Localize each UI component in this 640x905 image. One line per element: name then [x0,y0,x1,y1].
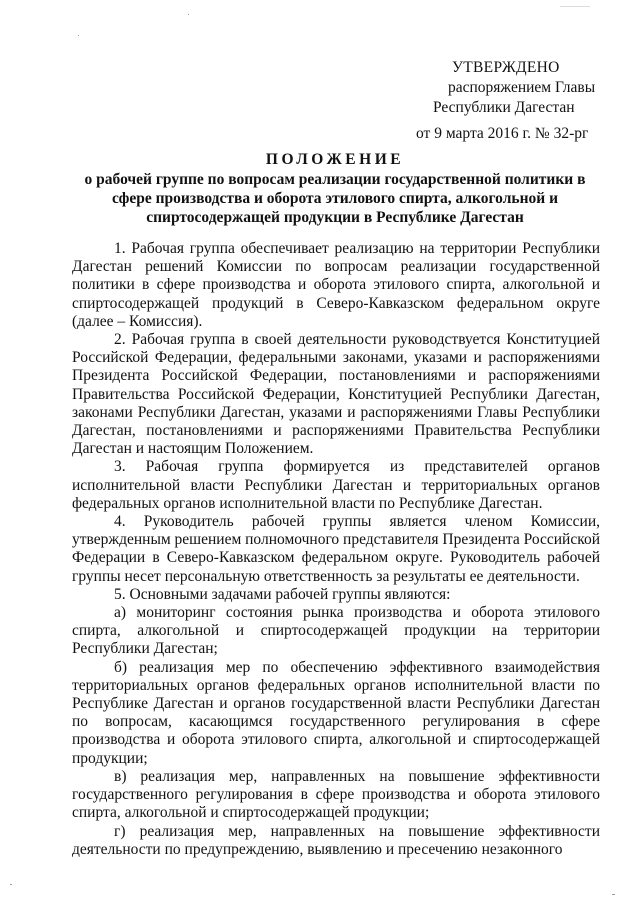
approval-title: УТВЕРЖДЕНО [452,59,560,76]
approval-region: Республики Дагестан [433,99,575,116]
approval-stamp [400,58,620,144]
paragraph-5a: а) мониторинг состояния рынка производства и оборота этилового спирта, алкогольной и спиртосодержащей продукции на территории Республики Дагестан; [72,604,600,658]
document-subtitle: о рабочей группе по вопросам реализации государственной политики в сфере производства и оборота этилового спирта, алкогольной и спиртосодержащей продукции в Республике Дагестан [84,171,586,226]
document-body [72,240,600,859]
document-title: ПОЛОЖЕНИЕ [265,151,405,168]
paragraph-5d: г) реализация мер, направленных на повышение эффективности деятельности по предупреждению, выявлению и пресечению незаконного [72,822,600,858]
paragraph-4: 4. Руководитель рабочей группы является членом Комиссии, утвержденным решением полномочного представителя Президента Российской Федерации в Северо-Кавказском федеральном округе. Руководитель рабочей группы несет персональную ответственность за результаты ее деятельности. [72,513,600,585]
approval-date-number: от 9 марта 2016 г. № 32-рг [416,125,589,142]
document-heading [70,150,600,227]
approval-issuer: распоряжением Главы [448,79,596,96]
paragraph-5c: в) реализация мер, направленных на повышение эффективности государственного регулирования в сфере производства и оборота этилового спирта, алкогольной и спиртосодержащей продукции; [72,767,600,822]
paragraph-5: 5. Основными задачами рабочей группы являются: [114,585,451,603]
paragraph-5b: б) реализация мер по обеспечению эффективного взаимодействия территориальных органов федеральных органов исполнительной власти по Республике Дагестан и органов государственной власти Республики Дагестан по вопросам, касающимся государственного регулирования в сфере производства и оборота этилового спирта, алкогольной и спиртосодержащей продукции; [72,658,600,767]
paragraph-3: 3. Рабочая группа формируется из представителей органов исполнительной власти Республики Дагестан и территориальных органов федеральных органов исполнительной власти по Республике Дагестан. [72,458,600,512]
paragraph-2: 2. Рабочая группа в своей деятельности руководствуется Конституцией Российской Федерации, федеральными законами, указами и распоряжениями Президента Российской Федерации, постановлениями и распоряжениями Правительства Российской Федерации, Конституцией Республики Дагестан, законами Республики Дагестан, указами и распоряжениями Главы Республики Дагестан, постановлениями и распоряжениями Правительства Республики Дагестан и настоящим Положением. [72,331,600,458]
paragraph-1: 1. Рабочая группа обеспечивает реализацию на территории Республики Дагестан решений Комиссии по вопросам реализации государственной политики в сфере производства и оборота этилового спирта, алкогольной и спиртосодержащей продукций в Северо-Кавказском федеральном округе (далее – Комиссия). [72,240,600,330]
